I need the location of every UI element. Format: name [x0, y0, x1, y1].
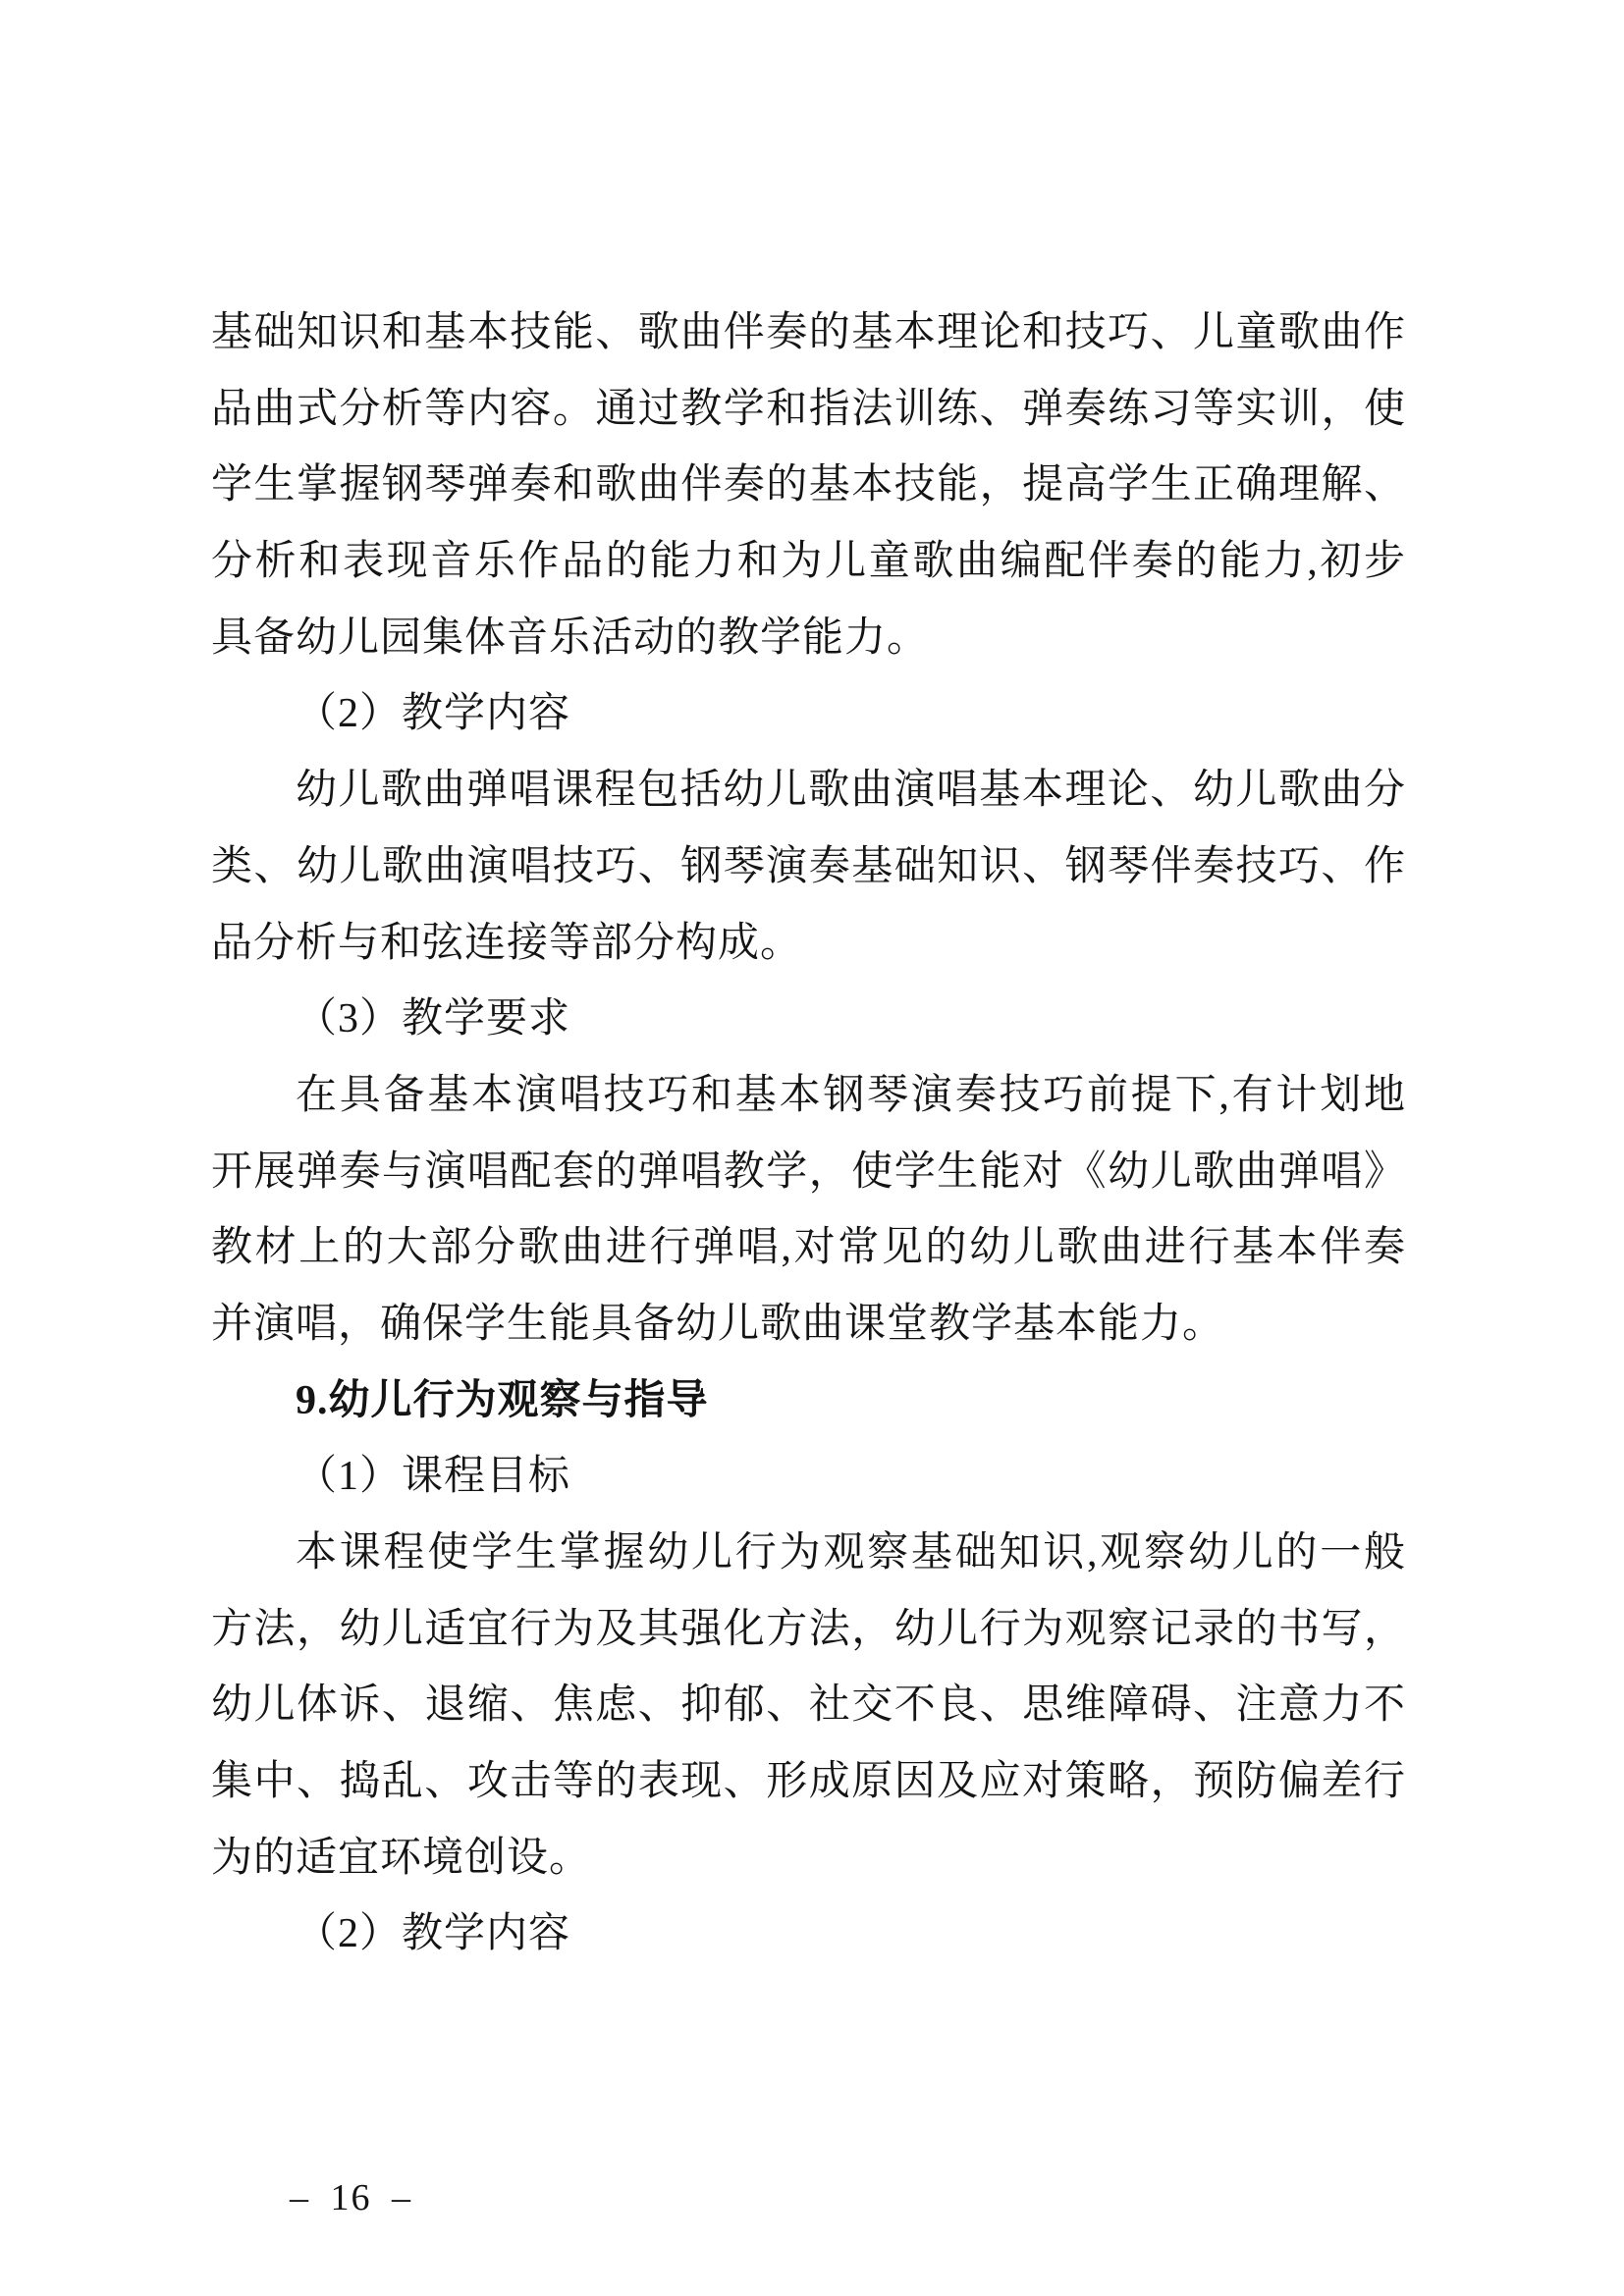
text-line: 开展弹奏与演唱配套的弹唱教学，使学生能对《幼儿歌曲弹唱》	[211, 1148, 1406, 1195]
text-line: 方法，幼儿适宜行为及其强化方法，幼儿行为观察记录的书写，	[211, 1606, 1406, 1652]
text-line: 具备幼儿园集体音乐活动的教学能力。	[211, 614, 930, 661]
text-line: （2）教学内容	[296, 691, 571, 737]
text-line: 类、幼儿歌曲演唱技巧、钢琴演奏基础知识、钢琴伴奏技巧、作	[211, 843, 1406, 889]
document-body	[211, 295, 1406, 1973]
paragraph-sub-heading	[211, 982, 1406, 1058]
text-line: 集中、捣乱、攻击等的表现、形成原因及应对策略，预防偏差行	[211, 1759, 1406, 1805]
paragraph-body-continuation	[211, 295, 1406, 676]
paragraph-section-heading	[211, 1363, 1406, 1440]
text-line: （1）课程目标	[296, 1454, 571, 1500]
text-line: 幼儿体诉、退缩、焦虑、抑郁、社交不良、思维障碍、注意力不	[211, 1682, 1406, 1729]
paragraph-sub-heading	[211, 1439, 1406, 1516]
page-number	[209, 2136, 412, 2260]
paragraph-sub-heading	[211, 1896, 1406, 1973]
text-line: 在具备基本演唱技巧和基本钢琴演奏技巧前提下,有计划地	[296, 1072, 1406, 1118]
text-line: 品曲式分析等内容。通过教学和指法训练、弹奏练习等实训，使	[211, 386, 1406, 432]
text-line: 品分析与和弦连接等部分构成。	[211, 920, 803, 966]
text-line: 本课程使学生掌握幼儿行为观察基础知识,观察幼儿的一般	[296, 1530, 1406, 1575]
text-line: 教材上的大部分歌曲进行弹唱,对常见的幼儿歌曲进行基本伴奏	[211, 1225, 1406, 1271]
text-line: 分析和表现音乐作品的能力和为儿童歌曲编配伴奏的能力,初步	[211, 539, 1406, 585]
text-line: 为的适宜环境创设。	[211, 1835, 592, 1881]
paragraph-body	[211, 753, 1406, 982]
text-line: 并演唱，确保学生能具备幼儿歌曲课堂教学基本能力。	[211, 1301, 1225, 1347]
text-line: 9.幼儿行为观察与指导	[296, 1377, 709, 1423]
text-line: （2）教学内容	[296, 1911, 571, 1957]
paragraph-body	[211, 1516, 1406, 1896]
text-line: 学生掌握钢琴弹奏和歌曲伴奏的基本技能，提高学生正确理解、	[211, 462, 1406, 508]
page-number-label: – 16 –	[290, 2177, 412, 2218]
text-line: （3）教学要求	[296, 996, 571, 1042]
text-line: 幼儿歌曲弹唱课程包括幼儿歌曲演唱基本理论、幼儿歌曲分	[296, 768, 1406, 814]
paragraph-sub-heading	[211, 676, 1406, 753]
paragraph-body	[211, 1058, 1406, 1363]
text-line: 基础知识和基本技能、歌曲伴奏的基本理论和技巧、儿童歌曲作	[211, 310, 1406, 355]
